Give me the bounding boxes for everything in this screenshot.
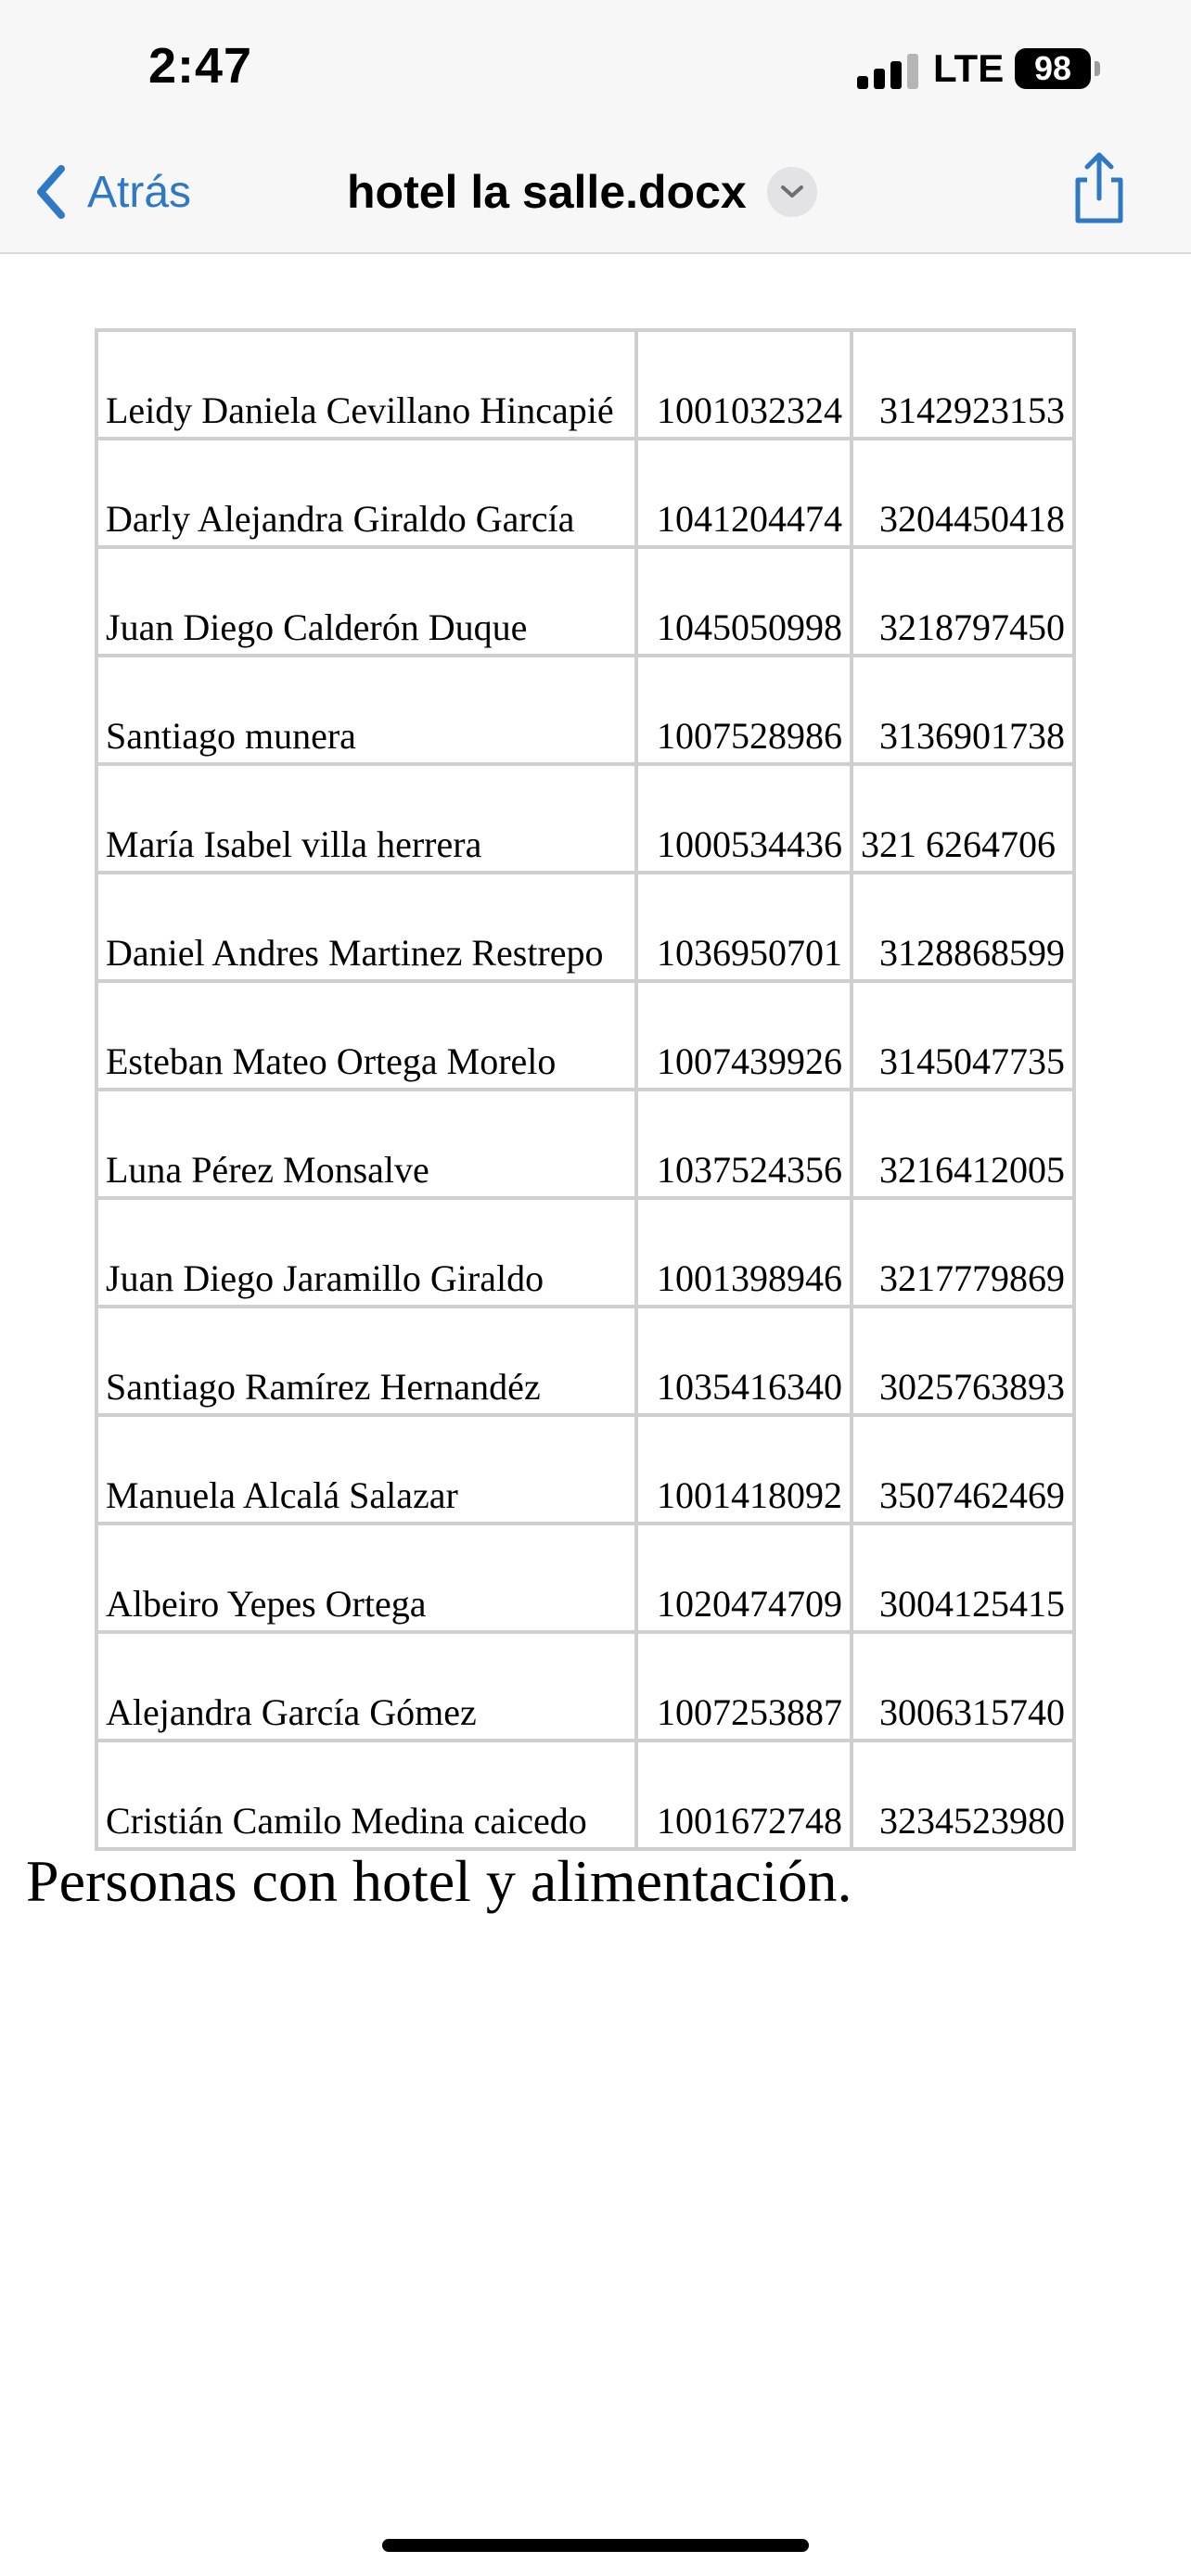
table-row	[96, 439, 1074, 547]
guest-phone-cell: 3006315740	[852, 1632, 1074, 1741]
table-row	[96, 764, 1074, 873]
guest-phone-cell: 3004125415	[852, 1524, 1074, 1632]
guest-name-cell: Juan Diego Calderón Duque	[96, 547, 636, 656]
table-row	[96, 1524, 1074, 1632]
guest-name-cell: Luna Pérez Monsalve	[96, 1090, 636, 1198]
guest-phone-cell: 3145047735	[852, 981, 1074, 1090]
guest-id-cell: 1000534436	[636, 764, 852, 873]
table-row	[96, 330, 1074, 439]
document-caption: Personas con hotel y alimentación.	[26, 1848, 852, 1914]
guest-id-cell: 1036950701	[636, 873, 852, 981]
table-row	[96, 1415, 1074, 1524]
battery-tip	[1095, 61, 1100, 76]
guest-phone-cell: 3507462469	[852, 1415, 1074, 1524]
table-row	[96, 981, 1074, 1090]
table-row	[96, 1090, 1074, 1198]
table-row	[96, 1307, 1074, 1415]
guest-phone-cell: 321 6264706	[852, 764, 1074, 873]
document-title-menu[interactable]	[347, 159, 817, 224]
guest-id-cell: 1001418092	[636, 1415, 852, 1524]
guest-id-cell: 1037524356	[636, 1090, 852, 1198]
guest-name-cell: Juan Diego Jaramillo Giraldo	[96, 1198, 636, 1307]
navigation-bar	[0, 139, 1191, 254]
guest-id-cell: 1035416340	[636, 1307, 852, 1415]
table-row	[96, 1741, 1074, 1849]
guest-phone-cell: 3216412005	[852, 1090, 1074, 1198]
guest-id-cell: 1020474709	[636, 1524, 852, 1632]
guest-id-cell: 1041204474	[636, 439, 852, 547]
chevron-down-icon[interactable]	[767, 167, 817, 217]
guest-id-cell: 1001398946	[636, 1198, 852, 1307]
guest-id-cell: 1001672748	[636, 1741, 852, 1849]
guest-id-cell: 1001032324	[636, 330, 852, 439]
guest-phone-cell: 3204450418	[852, 439, 1074, 547]
guest-phone-cell: 3217779869	[852, 1198, 1074, 1307]
guest-name-cell: Leidy Daniela Cevillano Hincapié	[96, 330, 636, 439]
back-button[interactable]	[33, 159, 191, 224]
guest-phone-cell: 3025763893	[852, 1307, 1074, 1415]
chevron-left-icon	[33, 163, 67, 221]
guest-id-cell: 1045050998	[636, 547, 852, 656]
guest-name-cell: Esteban Mateo Ortega Morelo	[96, 981, 636, 1090]
guest-name-cell: Santiago munera	[96, 656, 636, 764]
table-row	[96, 547, 1074, 656]
guest-id-cell: 1007253887	[636, 1632, 852, 1741]
guest-table	[95, 328, 1076, 1851]
guest-phone-cell: 3128868599	[852, 873, 1074, 981]
guest-name-cell: Daniel Andres Martinez Restrepo	[96, 873, 636, 981]
status-time: 2:47	[148, 38, 253, 94]
guest-id-cell: 1007439926	[636, 981, 852, 1090]
guest-phone-cell: 3136901738	[852, 656, 1074, 764]
home-indicator[interactable]	[382, 2539, 809, 2552]
guest-phone-cell: 3234523980	[852, 1741, 1074, 1849]
share-button[interactable]	[1067, 148, 1132, 226]
table-row	[96, 1632, 1074, 1741]
guest-name-cell: Manuela Alcalá Salazar	[96, 1415, 636, 1524]
guest-name-cell: Darly Alejandra Giraldo García	[96, 439, 636, 547]
guest-name-cell: Santiago Ramírez Hernandéz	[96, 1307, 636, 1415]
guest-name-cell: Alejandra García Gómez	[96, 1632, 636, 1741]
cellular-signal-icon	[857, 52, 926, 89]
guest-name-cell: Cristián Camilo Medina caicedo	[96, 1741, 636, 1849]
guest-phone-cell: 3218797450	[852, 547, 1074, 656]
battery-icon: 98	[1015, 48, 1091, 89]
table-row	[96, 1198, 1074, 1307]
back-label: Atrás	[87, 167, 192, 217]
share-icon	[1067, 214, 1132, 230]
document-content[interactable]	[0, 254, 1191, 2576]
guest-name-cell: Albeiro Yepes Ortega	[96, 1524, 636, 1632]
table-row	[96, 873, 1074, 981]
network-type: LTE	[933, 46, 1005, 90]
document-title: hotel la salle.docx	[347, 166, 747, 218]
guest-name-cell: María Isabel villa herrera	[96, 764, 636, 873]
status-bar	[0, 0, 1191, 139]
guest-id-cell: 1007528986	[636, 656, 852, 764]
table-row	[96, 656, 1074, 764]
guest-phone-cell: 3142923153	[852, 330, 1074, 439]
